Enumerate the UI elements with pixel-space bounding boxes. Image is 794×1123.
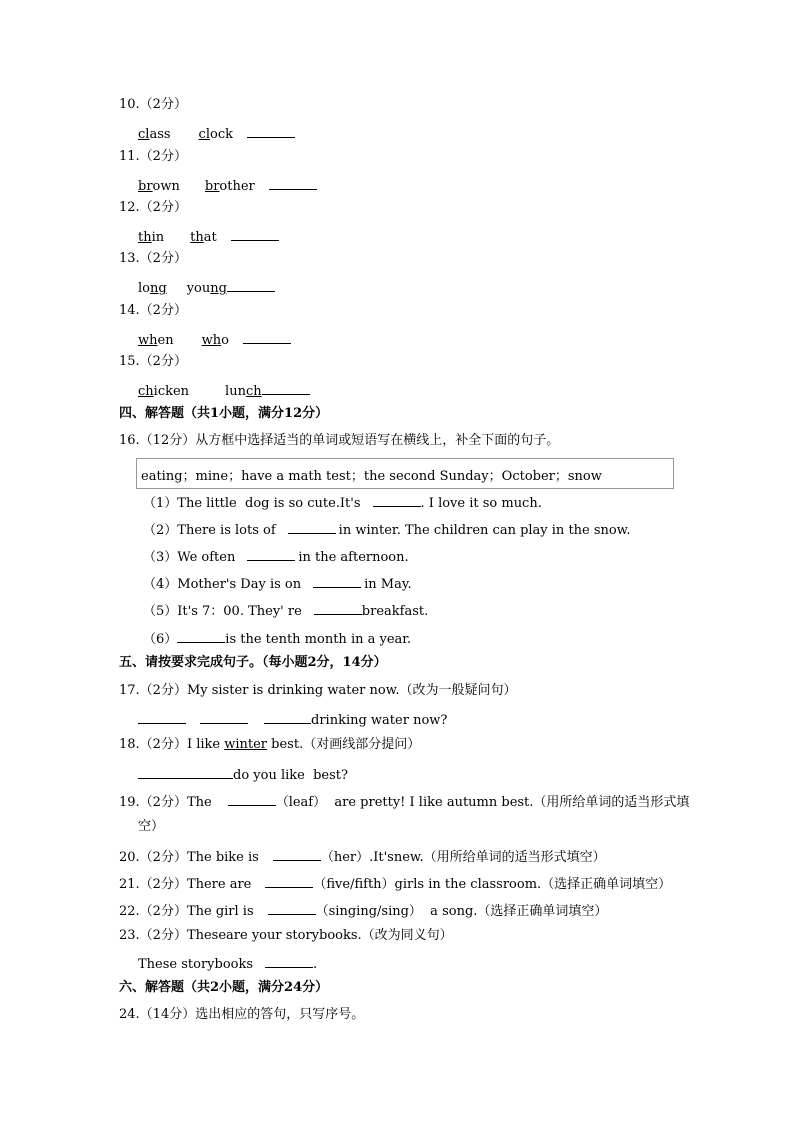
q14-w2-underlined: wh bbox=[201, 333, 222, 348]
q20-blank[interactable] bbox=[273, 847, 321, 861]
q19-blank[interactable] bbox=[228, 792, 276, 806]
q16-item-5-blank[interactable] bbox=[314, 601, 362, 615]
q11-w2-rest: other bbox=[219, 179, 255, 194]
q21-blank[interactable] bbox=[265, 874, 313, 888]
q11-w2-underlined: br bbox=[204, 179, 220, 194]
q15-words bbox=[138, 381, 310, 400]
q20-line: 20.（2分）The bike is （her）.It'snew.（用所给单词的适当形式填空） bbox=[119, 847, 606, 866]
q22-line: 22.（2分）The girl is （singing/sing） a song.（选择正确单词填空） bbox=[119, 901, 607, 920]
word-bank-box bbox=[136, 458, 674, 489]
q14-w1-underlined: wh bbox=[138, 333, 158, 348]
q10-label: 10.（2分） bbox=[119, 97, 187, 112]
q11-w1-rest: own bbox=[152, 179, 180, 194]
q13-words bbox=[138, 278, 275, 297]
q16-item-2: （2）There is lots of in winter. The children can play in the snow. bbox=[143, 520, 630, 539]
q13-label: 13.（2分） bbox=[119, 251, 187, 266]
q16-item-2-blank[interactable] bbox=[288, 520, 336, 534]
q15-w2-underlined: ch bbox=[245, 384, 262, 399]
q14-label: 14.（2分） bbox=[119, 303, 187, 318]
q21-line: 21.（2分）There are （five/fifth）girls in the classroom.（选择正确单词填空） bbox=[119, 874, 671, 893]
q12-w2-underlined: th bbox=[190, 230, 204, 245]
q24-label: 24.（14分）选出相应的答句，只写序号。 bbox=[119, 1007, 365, 1022]
q18-answer-line: do you like best? bbox=[138, 765, 348, 784]
q23-blank[interactable] bbox=[265, 954, 313, 968]
q18-underlined-word: winter bbox=[224, 737, 268, 752]
q11-label: 11.（2分） bbox=[119, 149, 187, 164]
q16-item-1-blank[interactable] bbox=[373, 493, 421, 507]
q14-words bbox=[138, 330, 291, 349]
q17-blank-2[interactable] bbox=[200, 710, 248, 724]
q18-label: 18.（2分）I like winter best.（对画线部分提问） bbox=[119, 737, 421, 752]
q23-label: 23.（2分）Theseare your storybooks.（改为同义句） bbox=[119, 928, 453, 943]
q12-w1-underlined: th bbox=[138, 230, 152, 245]
section-4-title: 四、解答题（共1小题，满分12分） bbox=[119, 406, 329, 421]
q15-label: 15.（2分） bbox=[119, 354, 187, 369]
q12-words bbox=[138, 227, 279, 246]
q16-item-4: （4）Mother's Day is on in May. bbox=[143, 574, 412, 593]
q18-blank[interactable] bbox=[138, 765, 233, 779]
q13-w2-lead: you bbox=[186, 281, 211, 296]
q14-w1-rest: en bbox=[157, 333, 174, 348]
q13-w1-lead: lo bbox=[138, 281, 150, 296]
q13-w1-underlined: ng bbox=[149, 281, 167, 296]
q10-w2-underlined: cl bbox=[198, 127, 210, 142]
q11-words bbox=[138, 176, 317, 195]
q15-answer-blank[interactable] bbox=[262, 381, 310, 395]
q16-label: 16.（12分）从方框中选择适当的单词或短语写在横线上，补全下面的句子。 bbox=[119, 433, 560, 448]
q16-item-4-blank[interactable] bbox=[313, 574, 361, 588]
q12-w2-rest: at bbox=[203, 230, 217, 245]
section-5-title: 五、请按要求完成句子。（每小题2分，14分） bbox=[119, 655, 387, 670]
q14-w2-rest: o bbox=[221, 333, 229, 348]
q12-answer-blank[interactable] bbox=[231, 227, 279, 241]
q10-w1-underlined: cl bbox=[138, 127, 150, 142]
q17-label: 17.（2分）My sister is drinking water now.（改为一般疑问句） bbox=[119, 683, 517, 698]
q17-answer-line: drinking water now? bbox=[138, 710, 447, 729]
q16-item-5: （5）It's 7：00. They' re breakfast. bbox=[143, 601, 428, 620]
q19-line: 19.（2分）The （leaf） are pretty! I like autumn best.（用所给单词的适当形式填 bbox=[119, 792, 689, 811]
q17-blank-3[interactable] bbox=[264, 710, 311, 724]
q19-continuation: 空） bbox=[138, 819, 165, 834]
q10-w2-rest: ock bbox=[210, 127, 233, 142]
q16-item-6-blank[interactable] bbox=[177, 629, 225, 643]
q16-item-1: （1）The little dog is so cute.It's . I love it so much. bbox=[143, 493, 542, 512]
q13-answer-blank[interactable] bbox=[227, 278, 275, 292]
q16-item-3-blank[interactable] bbox=[247, 547, 295, 561]
section-6-title: 六、解答题（共2小题，满分24分） bbox=[119, 980, 329, 995]
q16-item-3: （3）We often in the afternoon. bbox=[143, 547, 409, 566]
q12-label: 12.（2分） bbox=[119, 200, 187, 215]
q12-w1-rest: in bbox=[151, 230, 165, 245]
q10-words bbox=[138, 124, 295, 143]
q13-w2-underlined: ng bbox=[210, 281, 227, 296]
q10-answer-blank[interactable] bbox=[247, 124, 295, 138]
q11-answer-blank[interactable] bbox=[269, 176, 317, 190]
q16-item-6: （6） is the tenth month in a year. bbox=[143, 629, 411, 648]
q11-w1-underlined: br bbox=[138, 179, 153, 194]
q22-blank[interactable] bbox=[268, 901, 316, 915]
q23-answer-line: These storybooks . bbox=[138, 954, 317, 973]
word-bank-text: eating；mine；have a math test；the second Sunday；October；snow bbox=[141, 469, 602, 484]
q17-blank-1[interactable] bbox=[138, 710, 186, 724]
q15-w2-lead: lun bbox=[225, 384, 246, 399]
q15-w1-underlined: ch bbox=[138, 384, 154, 399]
q14-answer-blank[interactable] bbox=[243, 330, 291, 344]
q15-w1-rest: icken bbox=[153, 384, 190, 399]
q10-w1-rest: ass bbox=[149, 127, 171, 142]
